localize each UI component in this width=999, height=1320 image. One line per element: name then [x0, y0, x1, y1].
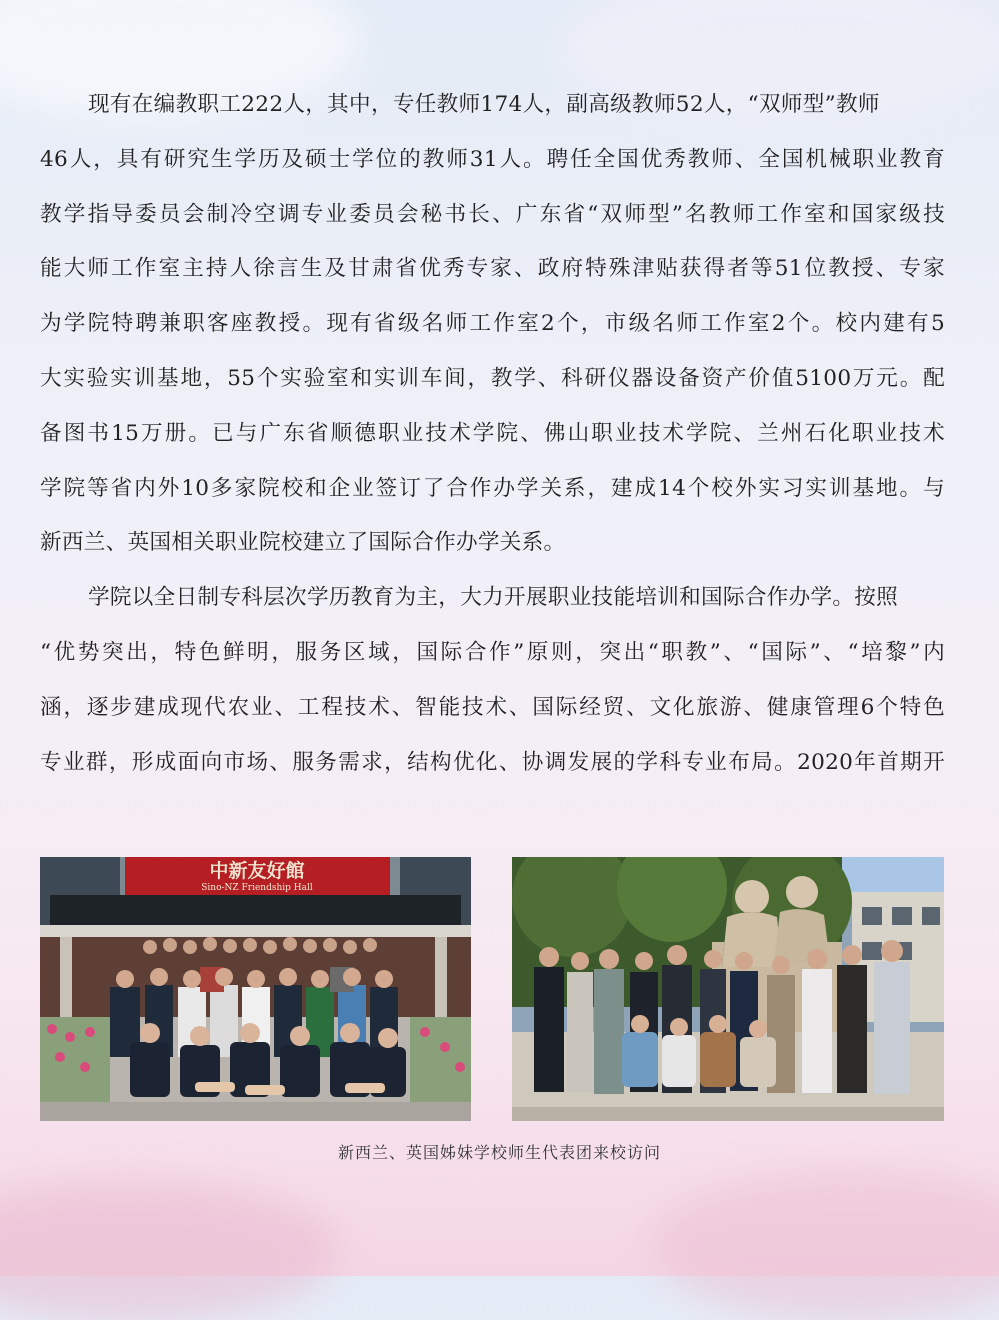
statue-photo-illustration [512, 857, 944, 1121]
paragraph-line: “优势突出，特色鲜明，服务区域，国际合作”原则，突出“职教”、“国际”、“培黎”内 [40, 639, 945, 665]
paragraph-line: 备图书15万册。已与广东省顺德职业技术学院、佛山职业技术学院、兰州石化职业技术 [40, 420, 945, 446]
body-text [40, 78, 945, 790]
paragraph-line: 新西兰、英国相关职业院校建立了国际合作办学关系。 [40, 530, 566, 556]
background-cloud [650, 1170, 999, 1320]
hall-sign-english: Sino-NZ Friendship Hall [201, 883, 313, 893]
paragraph-line: 现有在编教职工222人，其中，专任教师174人，副高级教师52人，“双师型”教师 [88, 92, 880, 117]
hall-sign-chinese: 中新友好館 [209, 860, 305, 882]
paragraph-line: 专业群，形成面向市场、服务需求，结构优化、协调发展的学科专业布局。2020年首期开 [40, 749, 945, 775]
paragraph-line: 学院等省内外10多家院校和企业签订了合作办学关系，建成14个校外实习实训基地。与 [40, 475, 945, 501]
paragraph-line: 能大师工作室主持人徐言生及甘肃省优秀专家、政府特殊津贴获得者等51位教授、专家 [40, 256, 945, 282]
photo-caption: 新西兰、英国姊妹学校师生代表团来校访问 [337, 1143, 661, 1162]
friendship-hall-photo-illustration [40, 857, 471, 1121]
paragraph-line: 涵，逐步建成现代农业、工程技术、智能技术、国际经贸、文化旅游、健康管理6个特色 [40, 694, 945, 720]
paragraph-1 [40, 78, 945, 571]
group-photo-statue [512, 857, 944, 1121]
paragraph-line: 教学指导委员会制冷空调专业委员会秘书长、广东省“双师型”名教师工作室和国家级技 [40, 201, 945, 227]
paragraph-2 [40, 571, 945, 790]
paragraph-line: 46人，具有研究生学历及硕士学位的教师31人。聘任全国优秀教师、全国机械职业教育 [40, 146, 945, 172]
paragraph-line: 为学院特聘兼职客座教授。现有省级名师工作室2个，市级名师工作室2个。校内建有5 [40, 311, 945, 337]
group-photo-friendship-hall [40, 857, 471, 1121]
background-cloud [0, 1180, 340, 1320]
paragraph-line: 大实验实训基地，55个实验室和实训车间，教学、科研仪器设备资产价值5100万元。配 [40, 365, 945, 391]
paragraph-line: 学院以全日制专科层次学历教育为主，大力开展职业技能培训和国际合作办学。按照 [88, 585, 899, 611]
